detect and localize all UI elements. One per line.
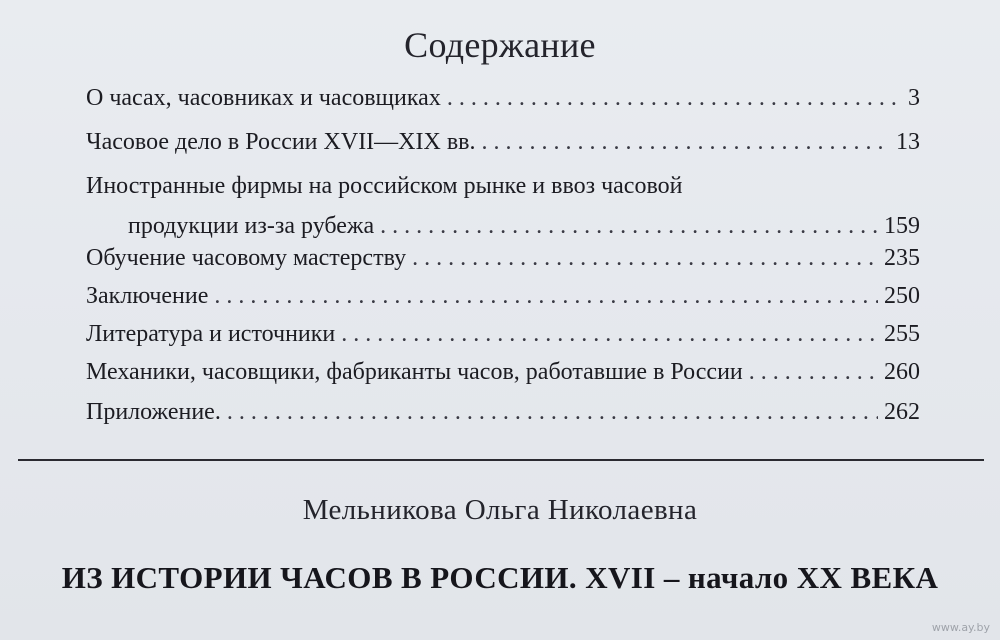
toc-entry-title: Заключение (86, 283, 209, 309)
toc-entry-page: 3 (908, 85, 920, 111)
toc-entry-title: Приложение. (86, 399, 221, 425)
toc-entry-title: О часах, часовниках и часовщиках (86, 85, 441, 111)
toc-entry-page: 235 (884, 245, 920, 271)
toc-entry-page: 262 (884, 399, 920, 425)
toc-entry (86, 314, 920, 354)
toc-heading: Содержание (404, 25, 596, 65)
toc-entry-page: 13 (896, 129, 920, 155)
dot-leader (749, 352, 878, 392)
toc-entry (86, 276, 920, 316)
toc-entry-title-line1: Иностранные фирмы на российском рынке и ввоз часовой (86, 173, 683, 199)
dot-leader (227, 392, 878, 432)
toc-entry-page: 250 (884, 283, 920, 309)
toc-entry (86, 392, 920, 432)
toc-entry-title-line2: продукции из-за рубежа (128, 213, 375, 239)
toc-entry-page: 255 (884, 321, 920, 347)
dot-leader (412, 238, 878, 278)
dot-leader (341, 314, 878, 354)
horizontal-divider (18, 459, 984, 461)
toc-entry (86, 166, 920, 246)
toc-entry-page: 260 (884, 359, 920, 385)
book-title: ИЗ ИСТОРИИ ЧАСОВ В РОССИИ. XVII – начало XX ВЕКА (61, 560, 939, 595)
toc-entry (86, 238, 920, 278)
dot-leader (214, 276, 878, 316)
toc-entry-title: Механики, часовщики, фабриканты часов, работавшие в России (86, 359, 743, 385)
watermark: www.ay.by (931, 621, 990, 634)
toc-entry (86, 122, 920, 162)
toc-entry (86, 352, 920, 392)
toc-entry-title: Обучение часовому мастерству (86, 245, 407, 271)
toc-entry-title: Литература и источники (86, 321, 336, 347)
toc-entry-title: Часовое дело в России XVII—XIX вв. (86, 129, 476, 155)
toc-entry-page: 159 (884, 213, 920, 239)
toc-entry (86, 78, 920, 118)
author-name: Мельникова Ольга Николаевна (302, 494, 698, 526)
dot-leader (447, 78, 902, 118)
dot-leader (482, 122, 891, 162)
